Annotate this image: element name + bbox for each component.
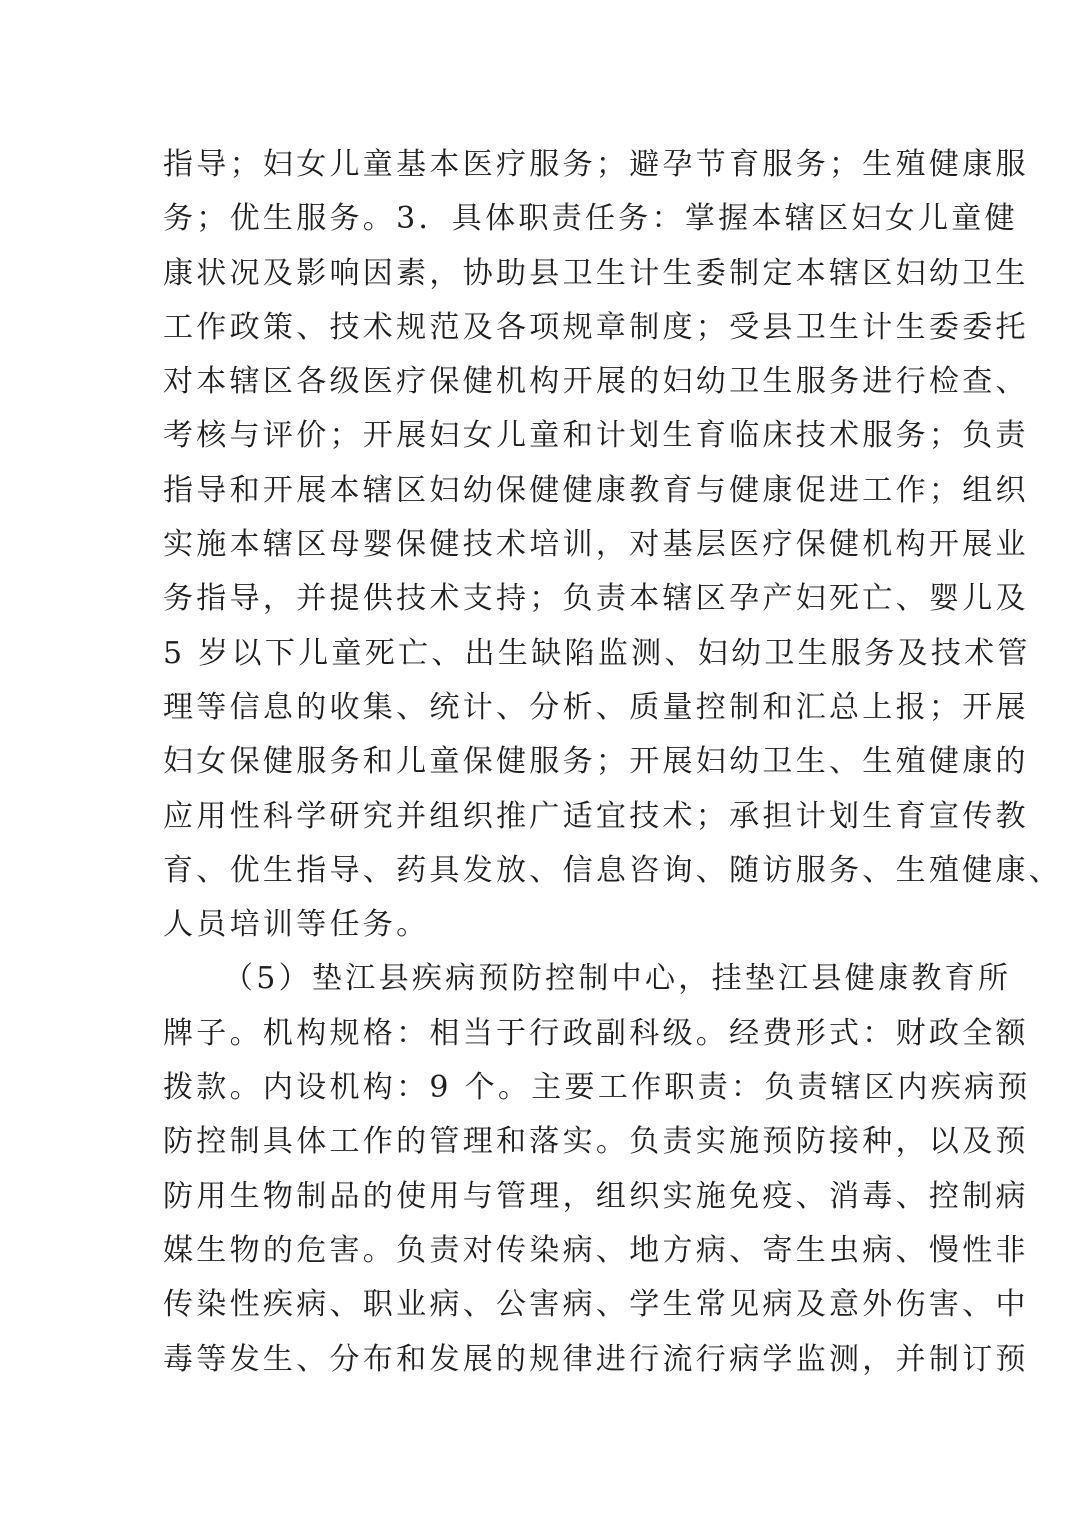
text-line: 指导和开展本辖区妇幼保健健康教育与健康促进工作；组织 (163, 472, 1029, 508)
text-line: 指导；妇女儿童基本医疗服务；避孕节育服务；生殖健康服 (163, 147, 1029, 182)
text-line: 康状况及影响因素，协助县卫生计生委制定本辖区妇幼卫生 (163, 255, 1029, 291)
text-line: 毒等发生、分布和发展的规律进行流行病学监测，并制订预 (163, 1341, 1029, 1377)
text-line: 防控制具体工作的管理和落实。负责实施预防接种，以及预 (163, 1124, 1029, 1160)
text-line: 务指导，并提供技术支持；负责本辖区孕产妇死亡、婴儿及 (163, 581, 1029, 617)
text-line: 防用生物制品的使用与管理，组织实施免疫、消毒、控制病 (163, 1178, 1029, 1214)
text-line: 务；优生服务。3．具体职责任务：掌握本辖区妇女儿童健 (163, 201, 1018, 237)
text-line: 拨款。内设机构：9 个。主要工作职责：负责辖区内疾病预 (163, 1070, 1031, 1106)
text-line: 考核与评价；开展妇女儿童和计划生育临床技术服务；负责 (163, 418, 1029, 454)
text-line: 实施本辖区母婴保健技术培训，对基层医疗保健机构开展业 (163, 527, 1029, 563)
text-line: 理等信息的收集、统计、分析、质量控制和汇总上报；开展 (163, 689, 1029, 725)
text-line: 妇女保健服务和儿童保健服务；开展妇幼卫生、生殖健康的 (163, 744, 1029, 780)
text-line: 育、优生指导、药具发放、信息咨询、随访服务、生殖健康、 (163, 852, 1063, 888)
section-heading-line: （5）垫江县疾病预防控制中心，挂垫江县健康教育所 (223, 961, 1012, 997)
text-line: 工作政策、技术规范及各项规章制度；受县卫生计生委委托 (163, 309, 1029, 345)
text-line: 5 岁以下儿童死亡、出生缺陷监测、妇幼卫生服务及技术管 (163, 635, 1031, 671)
text-line: 媒生物的危害。负责对传染病、地方病、寄生虫病、慢性非 (163, 1232, 1029, 1268)
body-text (163, 138, 1063, 1387)
text-line: 人员培训等任务。 (163, 907, 430, 943)
text-line: 对本辖区各级医疗保健机构开展的妇幼卫生服务进行检查、 (163, 364, 1029, 400)
text-line: 牌子。机构规格：相当于行政副科级。经费形式：财政全额 (163, 1015, 1029, 1051)
text-line: 应用性科学研究并组织推广适宜技术；承担计划生育宣传教 (163, 798, 1029, 834)
text-line: 传染性疾病、职业病、公害病、学生常见病及意外伤害、中 (163, 1287, 1029, 1323)
